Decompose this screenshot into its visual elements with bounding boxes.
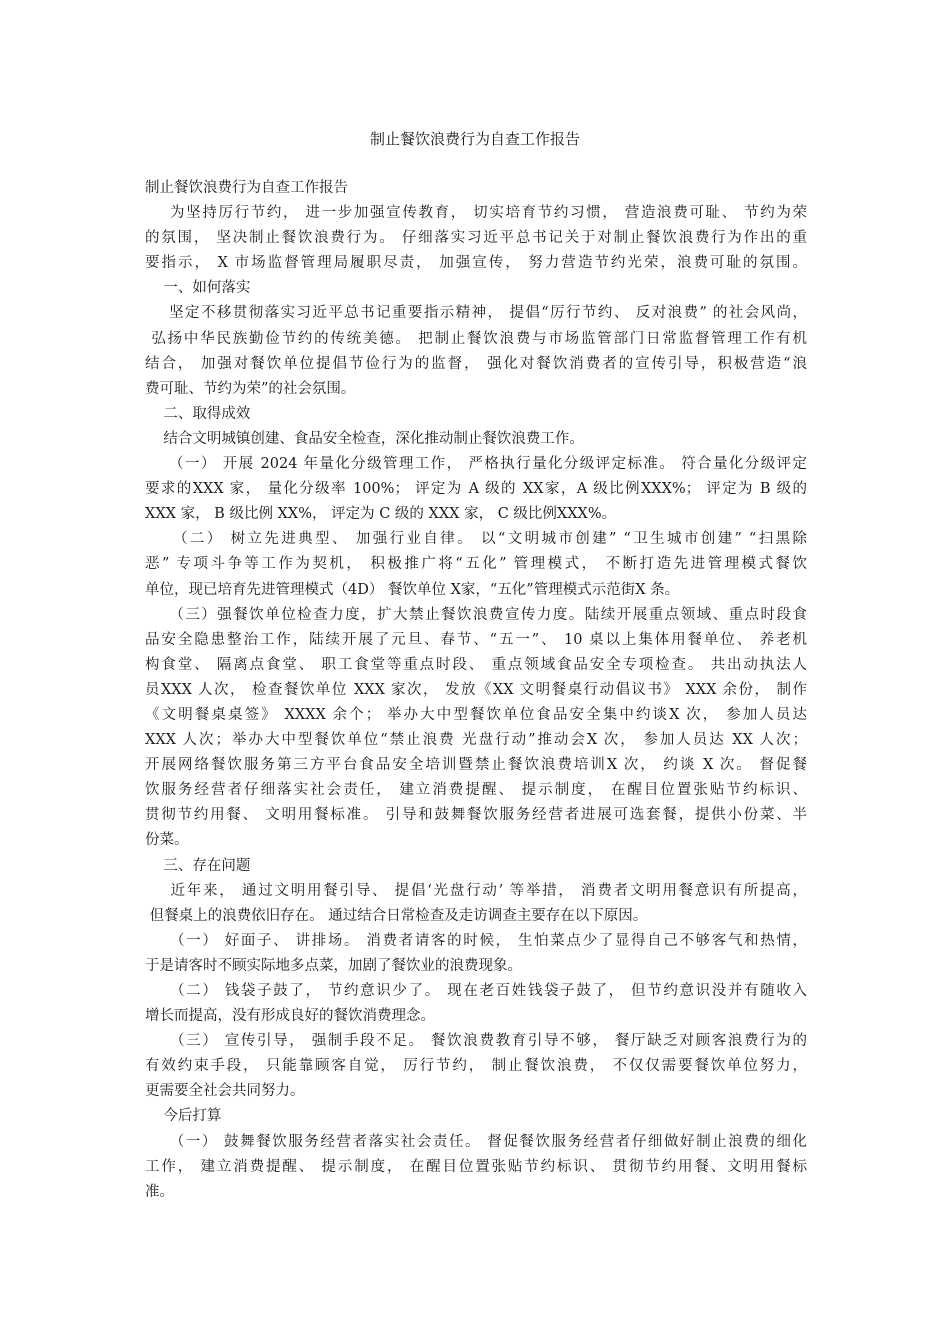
document-title: 制止餐饮浪费行为自查工作报告 [369,130,580,148]
text-line: XXX 家， B 级比例 XX%， 评定为 C 级的 XXX 家， C 级比例XXX%。 [145,506,617,523]
text-line: 三、存在问题 [145,857,251,874]
text-line: 更需要全社会共同努力。 [145,1083,305,1100]
text-line: （一） 鼓舞餐饮服务经营者落实社会责任。 督促餐饮服务经营者仔细做好制止浪费的细化 [145,1133,807,1150]
text-line: 贯彻节约用餐、 文明用餐标准。 引导和鼓舞餐饮服务经营者进展可选套餐，提供小份菜、半 [145,807,807,824]
text-line: XXX 人次；举办大中型餐饮单位“禁止浪费 光盘行动”推动会X 次， 参加人员达 XX 人次； [145,732,807,749]
text-line: （二） 钱袋子鼓了， 节约意识少了。 现在老百姓钱袋子鼓了， 但节约意识没并有随收入 [145,983,807,999]
text-line: 《文明餐桌桌签》 XXXX 余个； 举办大中型餐饮单位食品安全集中约谈X 次， 参加人员达 [145,706,807,723]
text-line: 为坚持厉行节约， 进一步加强宣传教育， 切实培育节约习惯， 营造浪费可耻、 节约为荣 [145,205,807,222]
text-line: 的氛围， 坚决制止餐饮浪费行为。 仔细落实习近平总书记关于对制止餐饮浪费行为作出的重 [145,230,807,247]
text-line: 结合， 加强对餐饮单位提倡节俭行为的监督， 强化对餐饮消费者的宣传引导，积极营造“浪 [145,355,807,372]
text-line: （一） 好面子、 讲排场。 消费者请客的时候， 生怕菜点少了显得自己不够客气和热情， [145,932,807,949]
text-line: 制止餐饮浪费行为自查工作报告 [145,180,348,196]
text-line: 品安全隐患整治工作，陆续开展了元旦、春节、“五一”、 10 桌以上集体用餐单位、 养老机 [145,631,807,648]
text-line: 近年来， 通过文明用餐引导、 提倡‘光盘行动’ 等举措， 消费者文明用餐意识有所提高， [145,882,807,899]
text-line: 结合文明城镇创建、食品安全检查，深化推动制止餐饮浪费工作。 [145,430,584,447]
document-body [145,176,807,1205]
text-line: 准。 [145,1183,174,1200]
text-line: 二、取得成效 [145,405,251,422]
text-line: 单位，现已培育先进管理模式（4D） 餐饮单位 X家，“五化”管理模式示范街X 条。 [145,581,680,598]
text-line: 饮服务经营者仔细落实社会责任， 建立消费提醒、 提示制度， 在醒目位置张贴节约标识、 [145,782,807,799]
text-line: 有效约束手段， 只能靠顾客自觉， 厉行节约， 制止餐饮浪费， 不仅仅需要餐饮单位努力， [145,1058,807,1075]
text-line: （三）强餐饮单位检查力度，扩大禁止餐饮浪费宣传力度。陆续开展重点领域、重点时段食 [145,606,807,623]
text-line: 份菜。 [145,832,189,849]
text-line: 恶” 专项斗争等工作为契机， 积极推广将“五化” 管理模式， 不断打造先进管理模式餐饮 [145,556,807,573]
text-line: 费可耻、节约为荣”的社会氛围。 [145,380,356,397]
text-line: 一、如何落实 [145,280,251,297]
text-line: 员XXX 人次， 检查餐饮单位 XXX 家次， 发放《XX 文明餐桌行动倡议书》 XXX 余份， 制作 [145,681,807,698]
text-line: 但餐桌上的浪费依旧存在。 通过结合日常检查及走访调查主要存在以下原因。 [145,907,648,924]
text-line: 要指示， X 市场监督管理局履职尽责， 加强宣传， 努力营造节约光荣，浪费可耻的氛围。 [145,255,807,272]
text-line: 于是请客时不顾实际地多点菜，加剧了餐饮业的浪费现象。 [145,957,522,974]
text-line: 开展网络餐饮服务第三方平台食品安全培训暨禁止餐饮浪费培训X 次， 约谈 X 次。 督促餐 [145,757,807,774]
text-line: 要求的XXX 家， 量化分级率 100%； 评定为 A 级的 XX家，A 级比例XXX%； 评定为 B 级的 [145,481,807,498]
text-line: 增长而提高，没有形成良好的餐饮消费理念。 [145,1008,435,1025]
text-line: （二） 树立先进典型、 加强行业自律。 以“文明城市创建” “卫生城市创建” “扫黑除 [145,531,807,548]
text-line: 工作， 建立消费提醒、 提示制度， 在醒目位置张贴节约标识、 贯彻节约用餐、文明用餐标 [145,1158,807,1175]
text-line: 坚定不移贯彻落实习近平总书记重要指示精神， 提倡“厉行节约、 反对浪费” 的社会风尚， [145,305,807,322]
text-line: （一） 开展 2024 年量化分级管理工作， 严格执行量化分级评定标准。 符合量化分级评定 [145,456,807,473]
text-line: 今后打算 [145,1108,222,1125]
text-line: 弘扬中华民族勤俭节约的传统美德。 把制止餐饮浪费与市场监管部门日常监督管理工作有机 [145,330,807,347]
text-line: （三） 宣传引导， 强制手段不足。 餐饮浪费教育引导不够， 餐厅缺乏对顾客浪费行为的 [145,1033,807,1050]
text-line: 构食堂、 隔离点食堂、 职工食堂等重点时段、 重点领域食品安全专项检查。 共出动执法人 [145,656,807,673]
